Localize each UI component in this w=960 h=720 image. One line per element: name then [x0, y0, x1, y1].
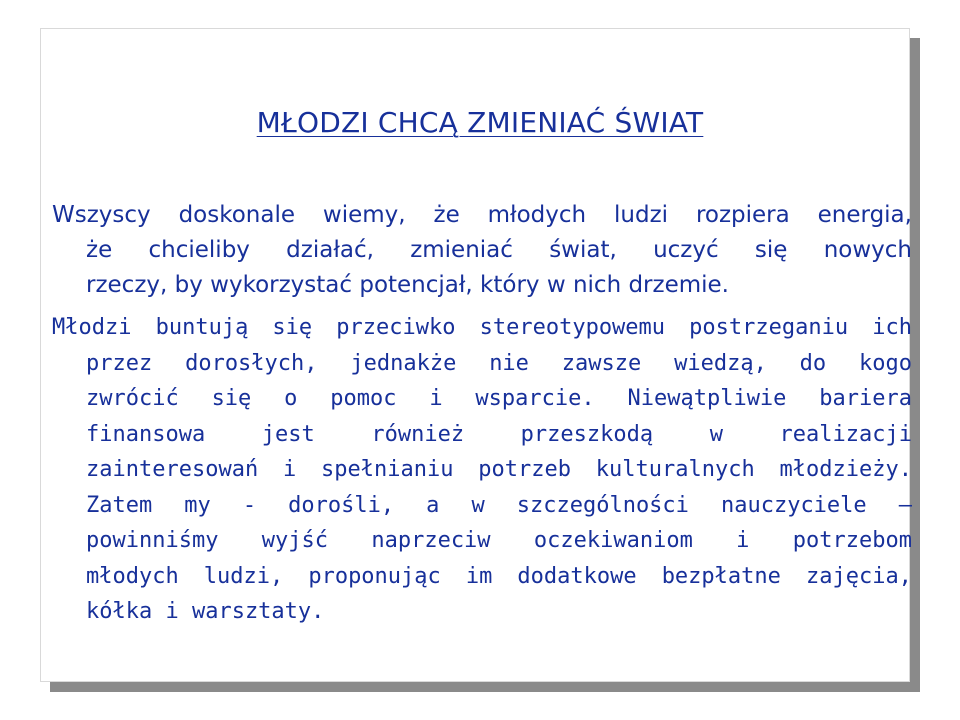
word: zawsze	[561, 350, 642, 376]
word: zajęcia,	[805, 563, 912, 589]
word: Niewątpliwie	[627, 386, 787, 411]
word: a	[426, 492, 440, 518]
main-line-3	[52, 381, 912, 417]
word: i	[429, 386, 443, 411]
word: przeszkodą	[520, 421, 654, 447]
main-line-2	[52, 346, 912, 382]
word: dorosłych,	[185, 350, 318, 376]
word: Młodzi	[52, 315, 132, 340]
word: i	[282, 457, 297, 482]
word: zmieniać	[410, 237, 513, 263]
word: energia,	[817, 202, 912, 228]
word: się	[272, 315, 313, 340]
word: -	[242, 492, 257, 518]
main-line-7	[52, 523, 912, 559]
word: finansowa	[86, 421, 206, 447]
word: i	[736, 528, 750, 553]
word: powinniśmy	[86, 528, 219, 553]
word: spełnianiu	[321, 457, 454, 482]
word: zainteresowań	[86, 457, 259, 482]
word: potrzeb	[478, 457, 571, 482]
word: w	[471, 492, 485, 518]
main-line-6	[52, 488, 912, 524]
word: nie	[489, 350, 529, 376]
word: zwrócić	[86, 386, 179, 411]
word: Zatem	[86, 492, 153, 518]
word: postrzeganiu	[689, 315, 849, 340]
word: doskonale	[178, 202, 295, 228]
main-paragraph	[52, 310, 912, 630]
word: bariera	[819, 386, 912, 411]
word: jednakże	[350, 350, 457, 376]
main-line-1	[52, 310, 912, 346]
word: świat,	[549, 237, 617, 263]
word: również	[371, 421, 465, 447]
word: potrzebom	[792, 528, 912, 553]
word: dodatkowe	[517, 563, 637, 589]
word: jest	[261, 421, 315, 447]
word: wsparcie.	[475, 386, 595, 411]
word: młodych	[487, 202, 587, 228]
word: wiedzą,	[674, 350, 767, 376]
word: młodzieży.	[779, 457, 912, 482]
word: nauczyciele	[720, 492, 867, 518]
word: wyjść	[261, 528, 329, 553]
word: działać,	[286, 237, 374, 263]
word: się	[754, 237, 788, 263]
word: oczekiwaniom	[533, 528, 693, 553]
word: młodych	[86, 563, 179, 589]
word: chcieliby	[148, 237, 250, 263]
word: do	[799, 350, 827, 376]
word: pomoc	[330, 386, 397, 411]
word: Wszyscy	[52, 202, 151, 228]
word: szczególności	[516, 492, 689, 518]
word: przez	[86, 350, 153, 376]
main-line-5	[52, 452, 912, 488]
main-line-4	[52, 417, 912, 453]
intro-line-1	[52, 198, 912, 233]
word: że	[433, 202, 460, 228]
word: wiemy,	[322, 202, 406, 228]
word: ich	[872, 315, 912, 340]
main-line-9: kółka i warsztaty.	[86, 599, 325, 624]
slide-title	[0, 106, 960, 139]
word: dorośli,	[288, 492, 395, 518]
word: przeciwko	[336, 315, 456, 340]
slide-title-text: MŁODZI CHCĄ ZMIENIAĆ ŚWIAT	[256, 106, 704, 139]
intro-line-3: rzeczy, by wykorzystać potencjał, który w nich drzemie.	[86, 272, 729, 298]
intro-paragraph	[52, 198, 912, 303]
word: ludzi	[614, 202, 669, 228]
word: bezpłatne	[661, 563, 781, 589]
word: o	[284, 386, 298, 411]
word: my	[184, 492, 211, 518]
word: im	[465, 563, 493, 589]
word: ludzi,	[203, 563, 284, 589]
word: rozpiera	[695, 202, 790, 228]
word: naprzeciw	[371, 528, 491, 553]
word: nowych	[823, 237, 912, 263]
word: że	[86, 237, 113, 263]
word: proponując	[308, 563, 441, 589]
word: się	[211, 386, 252, 411]
word: stereotypowemu	[479, 315, 666, 340]
main-line-8	[52, 559, 912, 595]
word: kulturalnych	[595, 457, 755, 482]
word: kogo	[859, 350, 912, 376]
word: uczyć	[653, 237, 719, 263]
word: buntują	[155, 315, 249, 340]
word: w	[709, 421, 723, 447]
intro-line-2	[52, 233, 912, 268]
word: realizacji	[779, 421, 912, 447]
word: –	[898, 492, 912, 518]
